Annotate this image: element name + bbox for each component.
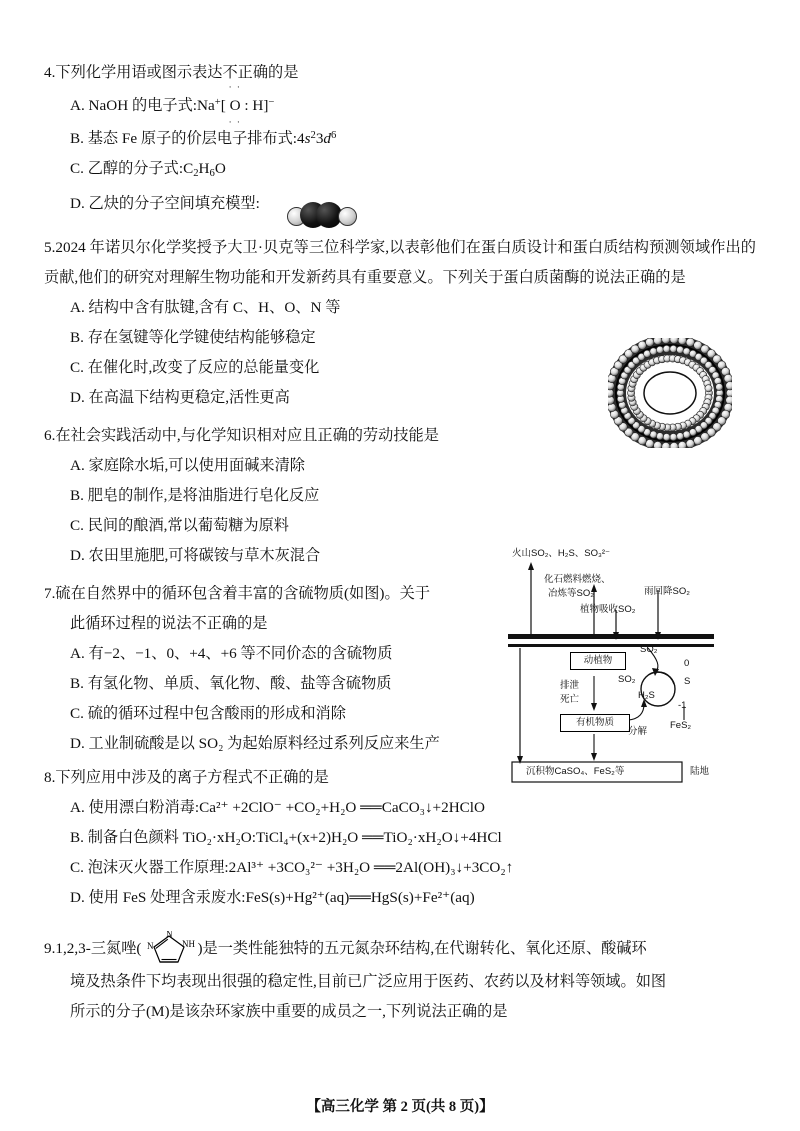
sulfur-box-organic: 有机物质 [560,714,630,732]
sulfur-label-h2s: H₂S [638,690,655,701]
q8-option-a: A. 使用漂白粉消毒:Ca²⁺ +2ClO⁻ +CO₂+H₂O ══CaCO₃↓+2HClO [70,798,485,816]
q9-stem-post: )是一类性能独特的五元氮杂环结构,在代谢转化、氧化还原、酸碱环 [197,939,647,957]
q5-option-a: A. 结构中含有肽键,含有 C、H、O、N 等 [70,298,341,316]
q4-option-c-label: C. 乙醇的分子式: [70,159,184,177]
q4-option-a [44,81,756,127]
q9-stem-pre: 9.1,2,3-三氮唑( [44,939,142,957]
q9-stem-line2: 境及热条件下均表现出很强的稳定性,目前已广泛应用于医药、农药以及材料等领域。如图 [70,972,667,990]
q4-option-a-formula: Na+[ O · · · · : H]− [196,81,275,127]
q5-option-b: B. 存在氢键等化学键使结构能够稳定 [70,328,316,346]
q8-option-b: B. 制备白色颜料 TiO₂·xH₂O:TiCl₄+(x+2)H₂O ══TiO₂·xH₂O↓+4HCl [70,828,502,846]
sulfur-label-excrete: 排泄 [560,680,580,691]
q4-option-b [44,121,756,154]
q8-stem: 8.下列应用中涉及的离子方程式不正确的是 [44,768,329,786]
q4-stem: 4.下列化学用语或图示表达不正确的是 [44,64,299,81]
q6-option-b: B. 肥皂的制作,是将油脂进行皂化反应 [70,486,320,504]
q4-option-b-formula: $4s^23d^6$ [296,129,337,147]
q4-option-d-label: D. 乙炔的分子空间填充模型: [70,194,260,212]
q9-stem-line3: 所示的分子(M)是该杂环家族中重要的成员之一,下列说法正确的是 [70,1002,508,1020]
q6-option-c: C. 民间的酿酒,常以葡萄糖为原料 [70,516,289,534]
q6-option-d: D. 农田里施肥,可将碳铵与草木灰混合 [70,546,321,564]
sulfur-box-animal-plant: 动植物 [570,652,626,670]
question-9 [44,931,756,1027]
q7-stem-line1: 7.硫在自然界中的循环包含着丰富的含硫物质(如图)。关于 [44,584,431,602]
q6-stem: 6.在社会实践活动中,与化学知识相对应且正确的劳动技能是 [44,426,439,444]
q4-option-d [44,189,756,219]
triazole-structure-icon [141,931,197,965]
sulfur-label-zero: 0 [684,658,690,669]
sulfur-label-death: 死亡 [560,694,580,705]
q7-option-c: C. 硫的循环过程中包含酸雨的形成和消除 [70,704,346,722]
sulfur-label-rain: 雨回降SO₂ [644,586,690,597]
sulfur-label-plant-absorb: 植物吸收SO₂ [580,604,636,615]
q4-option-c [44,154,756,189]
page-content [44,58,756,1029]
q7-option-b: B. 有氢化物、单质、氧化物、酸、盐等含硫物质 [70,674,392,692]
q8-option-d: D. 使用 FeS 处理含汞废水:FeS(s)+Hg²⁺(aq)══HgS(s)+Fe²⁺(aq) [70,888,475,906]
question-4 [44,58,756,219]
hydrogen-atom-right [338,207,357,226]
q5-stem: 5.2024 年诺贝尔化学奖授予大卫·贝克等三位科学家,以表彰他们在蛋白质设计和蛋白质结构预测领域作出的贡献,他们的研究对理解生物功能和开发新药具有重要意义。下列关于蛋白质菌酶的说法正确的是 [44,238,756,286]
sulfur-label-land: 陆地 [690,766,710,777]
svg-text:N: N [147,940,154,951]
sulfur-label-so2-mid: SO₂ [618,674,636,685]
sulfur-cycle-figure [498,548,728,788]
q4-option-c-formula: $C_2H_6O$ [183,159,226,179]
sulfur-label-sediment: 沉积物CaSO₄、FeS₂等 [526,766,625,777]
q5-option-c: C. 在催化时,改变了反应的总能量变化 [70,358,320,376]
sulfur-label-volcano: 火山SO₂、H₂S、SO₃²⁻ [512,548,611,559]
sulfur-label-fes2: FeS₂ [670,720,692,731]
q6-option-a: A. 家庭除水垢,可以使用面碱来清除 [70,456,305,474]
page-footer: 【高三化学 第 2 页(共 8 页)】 [306,1099,494,1115]
sulfur-label-so2-right: SO₂ [640,644,658,655]
q9-stem-line1 [44,931,756,967]
ethyne-space-filling-model-icon [286,198,366,232]
svg-text:NH: NH [182,938,196,949]
sulfur-label-decompose: 分解 [628,726,648,737]
q4-option-b-label: B. 基态 Fe 原子的价层电子排布式: [70,129,297,147]
svg-text:N: N [166,930,173,939]
q4-option-a-label: A. NaOH 的电子式: [70,96,197,114]
protein-structure-figure [608,338,732,448]
sulfur-label-smelting: 冶炼等SO₂ [548,588,594,599]
sulfur-label-minus1: -1 [678,700,687,711]
q8-option-c: C. 泡沫灭火器工作原理:2Al³⁺ +3CO₃²⁻ +3H₂O ══2Al(OH)₃↓+3CO₂↑ [70,858,514,876]
q7-stem-line2: 此循环过程的说法不正确的是 [70,614,268,632]
q7-option-a: A. 有−2、−1、0、+4、+6 等不同价态的含硫物质 [70,644,393,662]
q5-option-d: D. 在高温下结构更稳定,活性更高 [70,388,290,406]
q7-option-d: D. 工业制硫酸是以 SO₂ 为起始原料经过系列反应来生产 [70,734,440,752]
sulfur-label-s: S [684,676,691,687]
sulfur-label-fossil: 化石燃料燃烧、 [544,574,611,585]
